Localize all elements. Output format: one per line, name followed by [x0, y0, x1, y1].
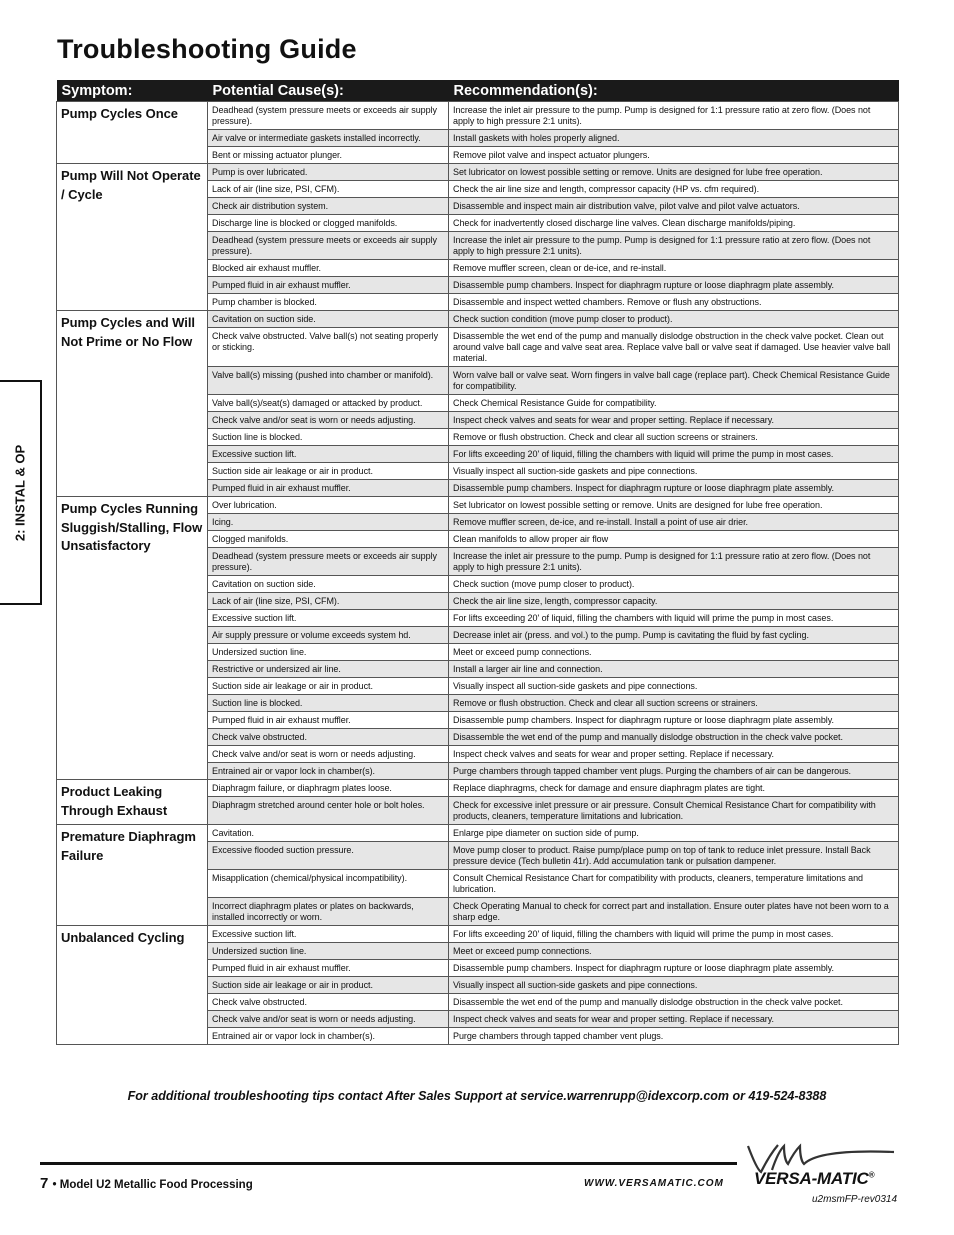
page-title: Troubleshooting Guide	[57, 34, 357, 64]
recommendation-cell: Replace diaphragms, check for damage and ensure diaphragm plates are tight.	[449, 780, 899, 797]
section-tab	[0, 380, 42, 605]
cause-cell: Incorrect diaphragm plates or plates on backwards, installed incorrectly or worn.	[208, 898, 449, 926]
brand-logo	[754, 1169, 874, 1189]
recommendation-cell: Remove or flush obstruction. Check and clear all suction screens or strainers.	[449, 695, 899, 712]
cause-cell: Suction side air leakage or air in product.	[208, 977, 449, 994]
cause-cell: Entrained air or vapor lock in chamber(s).	[208, 1028, 449, 1045]
website-link[interactable]: WWW.VERSAMATIC.COM	[584, 1178, 724, 1189]
troubleshooting-table	[56, 80, 899, 1045]
header-cause: Potential Cause(s):	[208, 80, 449, 102]
table-row	[57, 926, 899, 943]
symptom-cell: Pump Cycles Running Sluggish/Stalling, Flow Unsatisfactory	[57, 497, 208, 780]
cause-cell: Entrained air or vapor lock in chamber(s).	[208, 763, 449, 780]
cause-cell: Air supply pressure or volume exceeds system hd.	[208, 627, 449, 644]
recommendation-cell: Remove or flush obstruction. Check and clear all suction screens or strainers.	[449, 429, 899, 446]
cause-cell: Cavitation on suction side.	[208, 311, 449, 328]
page-footer	[40, 1175, 253, 1192]
table-row	[57, 311, 899, 328]
cause-cell: Suction side air leakage or air in product.	[208, 463, 449, 480]
cause-cell: Deadhead (system pressure meets or exceeds air supply pressure).	[208, 102, 449, 130]
symptom-cell: Unbalanced Cycling	[57, 926, 208, 1045]
cause-cell: Pumped fluid in air exhaust muffler.	[208, 277, 449, 294]
cause-cell: Pumped fluid in air exhaust muffler.	[208, 480, 449, 497]
cause-cell: Icing.	[208, 514, 449, 531]
cause-cell: Pump is over lubricated.	[208, 164, 449, 181]
cause-cell: Clogged manifolds.	[208, 531, 449, 548]
recommendation-cell: Increase the inlet air pressure to the pump. Pump is designed for 1:1 pressure ratio at zero flow. (Does not apply to high pressure 2:1 units).	[449, 102, 899, 130]
recommendation-cell: Disassemble the wet end of the pump and manually dislodge obstruction in the check valve pocket.	[449, 994, 899, 1011]
recommendation-cell: For lifts exceeding 20' of liquid, filling the chambers with liquid will prime the pump in most cases.	[449, 926, 899, 943]
recommendation-cell: Inspect check valves and seats for wear and proper setting. Replace if necessary.	[449, 746, 899, 763]
cause-cell: Bent or missing actuator plunger.	[208, 147, 449, 164]
cause-cell: Suction line is blocked.	[208, 429, 449, 446]
table-row	[57, 825, 899, 842]
cause-cell: Check valve and/or seat is worn or needs adjusting.	[208, 746, 449, 763]
model-name: • Model U2 Metallic Food Processing	[52, 1179, 253, 1191]
table-row	[57, 102, 899, 130]
table-row	[57, 497, 899, 514]
recommendation-cell: Decrease inlet air (press. and vol.) to the pump. Pump is cavitating the fluid by fast cycling.	[449, 627, 899, 644]
registered-mark: ®	[868, 1170, 875, 1180]
recommendation-cell: Install a larger air line and connection.	[449, 661, 899, 678]
recommendation-cell: Enlarge pipe diameter on suction side of pump.	[449, 825, 899, 842]
cause-cell: Restrictive or undersized air line.	[208, 661, 449, 678]
cause-cell: Air valve or intermediate gaskets installed incorrectly.	[208, 130, 449, 147]
cause-cell: Check valve and/or seat is worn or needs adjusting.	[208, 1011, 449, 1028]
cause-cell: Lack of air (line size, PSI, CFM).	[208, 181, 449, 198]
cause-cell: Check valve obstructed. Valve ball(s) not seating properly or sticking.	[208, 328, 449, 367]
recommendation-cell: Increase the inlet air pressure to the pump. Pump is designed for 1:1 pressure ratio at zero flow. (Does not apply to high pressure 2:1 units).	[449, 232, 899, 260]
cause-cell: Valve ball(s) missing (pushed into chamber or manifold).	[208, 367, 449, 395]
recommendation-cell: Inspect check valves and seats for wear and proper setting. Replace if necessary.	[449, 412, 899, 429]
cause-cell: Excessive suction lift.	[208, 610, 449, 627]
cause-cell: Undersized suction line.	[208, 644, 449, 661]
recommendation-cell: Remove pilot valve and inspect actuator plungers.	[449, 147, 899, 164]
cause-cell: Lack of air (line size, PSI, CFM).	[208, 593, 449, 610]
cause-cell: Check valve obstructed.	[208, 994, 449, 1011]
recommendation-cell: Visually inspect all suction-side gaskets and pipe connections.	[449, 977, 899, 994]
symptom-cell: Premature Diaphragm Failure	[57, 825, 208, 926]
cause-cell: Pump chamber is blocked.	[208, 294, 449, 311]
cause-cell: Misapplication (chemical/physical incompatibility).	[208, 870, 449, 898]
cause-cell: Discharge line is blocked or clogged manifolds.	[208, 215, 449, 232]
page-number: 7	[40, 1175, 49, 1192]
recommendation-cell: Check the air line size and length, compressor capacity (HP vs. cfm required).	[449, 181, 899, 198]
recommendation-cell: Disassemble the wet end of the pump and manually dislodge obstruction in the check valve pocket.	[449, 729, 899, 746]
recommendation-cell: Install gaskets with holes properly aligned.	[449, 130, 899, 147]
recommendation-cell: Purge chambers through tapped chamber vent plugs.	[449, 1028, 899, 1045]
recommendation-cell: Disassemble and inspect wetted chambers. Remove or flush any obstructions.	[449, 294, 899, 311]
header-symptom: Symptom:	[57, 80, 208, 102]
recommendation-cell: Visually inspect all suction-side gaskets and pipe connections.	[449, 678, 899, 695]
cause-cell: Cavitation on suction side.	[208, 576, 449, 593]
recommendation-cell: Check Operating Manual to check for correct part and installation. Ensure outer plates have not been worn to a sharp edge.	[449, 898, 899, 926]
table-header-row	[57, 80, 899, 102]
cause-cell: Valve ball(s)/seat(s) damaged or attacked by product.	[208, 395, 449, 412]
cause-cell: Diaphragm stretched around center hole or bolt holes.	[208, 797, 449, 825]
recommendation-cell: Remove muffler screen, de-ice, and re-install. Install a point of use air drier.	[449, 514, 899, 531]
recommendation-cell: Set lubricator on lowest possible setting or remove. Units are designed for lube free operation.	[449, 164, 899, 181]
recommendation-cell: Purge chambers through tapped chamber vent plugs. Purging the chambers of air can be dangerous.	[449, 763, 899, 780]
recommendation-cell: For lifts exceeding 20' of liquid, filling the chambers with liquid will prime the pump in most cases.	[449, 610, 899, 627]
symptom-cell: Pump Cycles and Will Not Prime or No Flow	[57, 311, 208, 497]
cause-cell: Blocked air exhaust muffler.	[208, 260, 449, 277]
recommendation-cell: Check for excessive inlet pressure or air pressure. Consult Chemical Resistance Chart for compatibility with products, cleaners, temperature limitations and lubrication.	[449, 797, 899, 825]
recommendation-cell: Disassemble the wet end of the pump and manually dislodge obstruction in the check valve pocket. Clean out around valve ball cage and valve seat area. Replace valve ball or valve seat if damaged. Use heavier valve ball material.	[449, 328, 899, 367]
symptom-cell: Product Leaking Through Exhaust	[57, 780, 208, 825]
header-recommendation: Recommendation(s):	[449, 80, 899, 102]
cause-cell: Check valve obstructed.	[208, 729, 449, 746]
recommendation-cell: Move pump closer to product. Raise pump/place pump on top of tank to reduce inlet pressure. Install Back pressure device (Tech bulletin 41r). Add accumulation tank or pulsation dampener.	[449, 842, 899, 870]
recommendation-cell: Disassemble pump chambers. Inspect for diaphragm rupture or loose diaphragm plate assembly.	[449, 480, 899, 497]
cause-cell: Pumped fluid in air exhaust muffler.	[208, 960, 449, 977]
recommendation-cell: Disassemble and inspect main air distribution valve, pilot valve and pilot valve actuators.	[449, 198, 899, 215]
recommendation-cell: Disassemble pump chambers. Inspect for diaphragm rupture or loose diaphragm plate assembly.	[449, 960, 899, 977]
table-row	[57, 164, 899, 181]
table-row	[57, 780, 899, 797]
cause-cell: Excessive suction lift.	[208, 926, 449, 943]
recommendation-cell: Visually inspect all suction-side gaskets and pipe connections.	[449, 463, 899, 480]
recommendation-cell: Disassemble pump chambers. Inspect for diaphragm rupture or loose diaphragm plate assembly.	[449, 277, 899, 294]
symptom-cell: Pump Will Not Operate / Cycle	[57, 164, 208, 311]
recommendation-cell: Meet or exceed pump connections.	[449, 943, 899, 960]
cause-cell: Suction side air leakage or air in product.	[208, 678, 449, 695]
table-body	[57, 102, 899, 1045]
recommendation-cell: For lifts exceeding 20' of liquid, filling the chambers with liquid will prime the pump in most cases.	[449, 446, 899, 463]
recommendation-cell: Consult Chemical Resistance Chart for compatibility with products, cleaners, temperature limitations and lubrication.	[449, 870, 899, 898]
cause-cell: Excessive suction lift.	[208, 446, 449, 463]
recommendation-cell: Remove muffler screen, clean or de-ice, and re-install.	[449, 260, 899, 277]
cause-cell: Check air distribution system.	[208, 198, 449, 215]
cause-cell: Deadhead (system pressure meets or exceeds air supply pressure).	[208, 548, 449, 576]
cause-cell: Undersized suction line.	[208, 943, 449, 960]
cause-cell: Check valve and/or seat is worn or needs adjusting.	[208, 412, 449, 429]
recommendation-cell: Check for inadvertently closed discharge line valves. Clean discharge manifolds/piping.	[449, 215, 899, 232]
recommendation-cell: Worn valve ball or valve seat. Worn fingers in valve ball cage (replace part). Check Chemical Resistance Guide for compatibility.	[449, 367, 899, 395]
cause-cell: Pumped fluid in air exhaust muffler.	[208, 712, 449, 729]
brand-name: VERSA-MATIC	[754, 1169, 869, 1188]
cause-cell: Deadhead (system pressure meets or exceeds air supply pressure).	[208, 232, 449, 260]
recommendation-cell: Check Chemical Resistance Guide for compatibility.	[449, 395, 899, 412]
cause-cell: Suction line is blocked.	[208, 695, 449, 712]
recommendation-cell: Set lubricator on lowest possible setting or remove. Units are designed for lube free operation.	[449, 497, 899, 514]
recommendation-cell: Clean manifolds to allow proper air flow	[449, 531, 899, 548]
cause-cell: Diaphragm failure, or diaphragm plates loose.	[208, 780, 449, 797]
revision-code: u2msmFP-rev0314	[812, 1194, 898, 1205]
footer-rule	[40, 1162, 737, 1165]
recommendation-cell: Check suction condition (move pump closer to product).	[449, 311, 899, 328]
recommendation-cell: Increase the inlet air pressure to the pump. Pump is designed for 1:1 pressure ratio at zero flow. (Does not apply to high pressure 2:1 units).	[449, 548, 899, 576]
cause-cell: Cavitation.	[208, 825, 449, 842]
cause-cell: Over lubrication.	[208, 497, 449, 514]
cause-cell: Excessive flooded suction pressure.	[208, 842, 449, 870]
recommendation-cell: Meet or exceed pump connections.	[449, 644, 899, 661]
recommendation-cell: Check suction (move pump closer to product).	[449, 576, 899, 593]
section-tab-label: 2: INSTAL & OP	[12, 444, 28, 541]
symptom-cell: Pump Cycles Once	[57, 102, 208, 164]
support-contact-note: For additional troubleshooting tips contact After Sales Support at service.warrenrupp@idexcorp.com or 419-524-8388	[127, 1089, 827, 1103]
recommendation-cell: Inspect check valves and seats for wear and proper setting. Replace if necessary.	[449, 1011, 899, 1028]
recommendation-cell: Check the air line size, length, compressor capacity.	[449, 593, 899, 610]
recommendation-cell: Disassemble pump chambers. Inspect for diaphragm rupture or loose diaphragm plate assembly.	[449, 712, 899, 729]
